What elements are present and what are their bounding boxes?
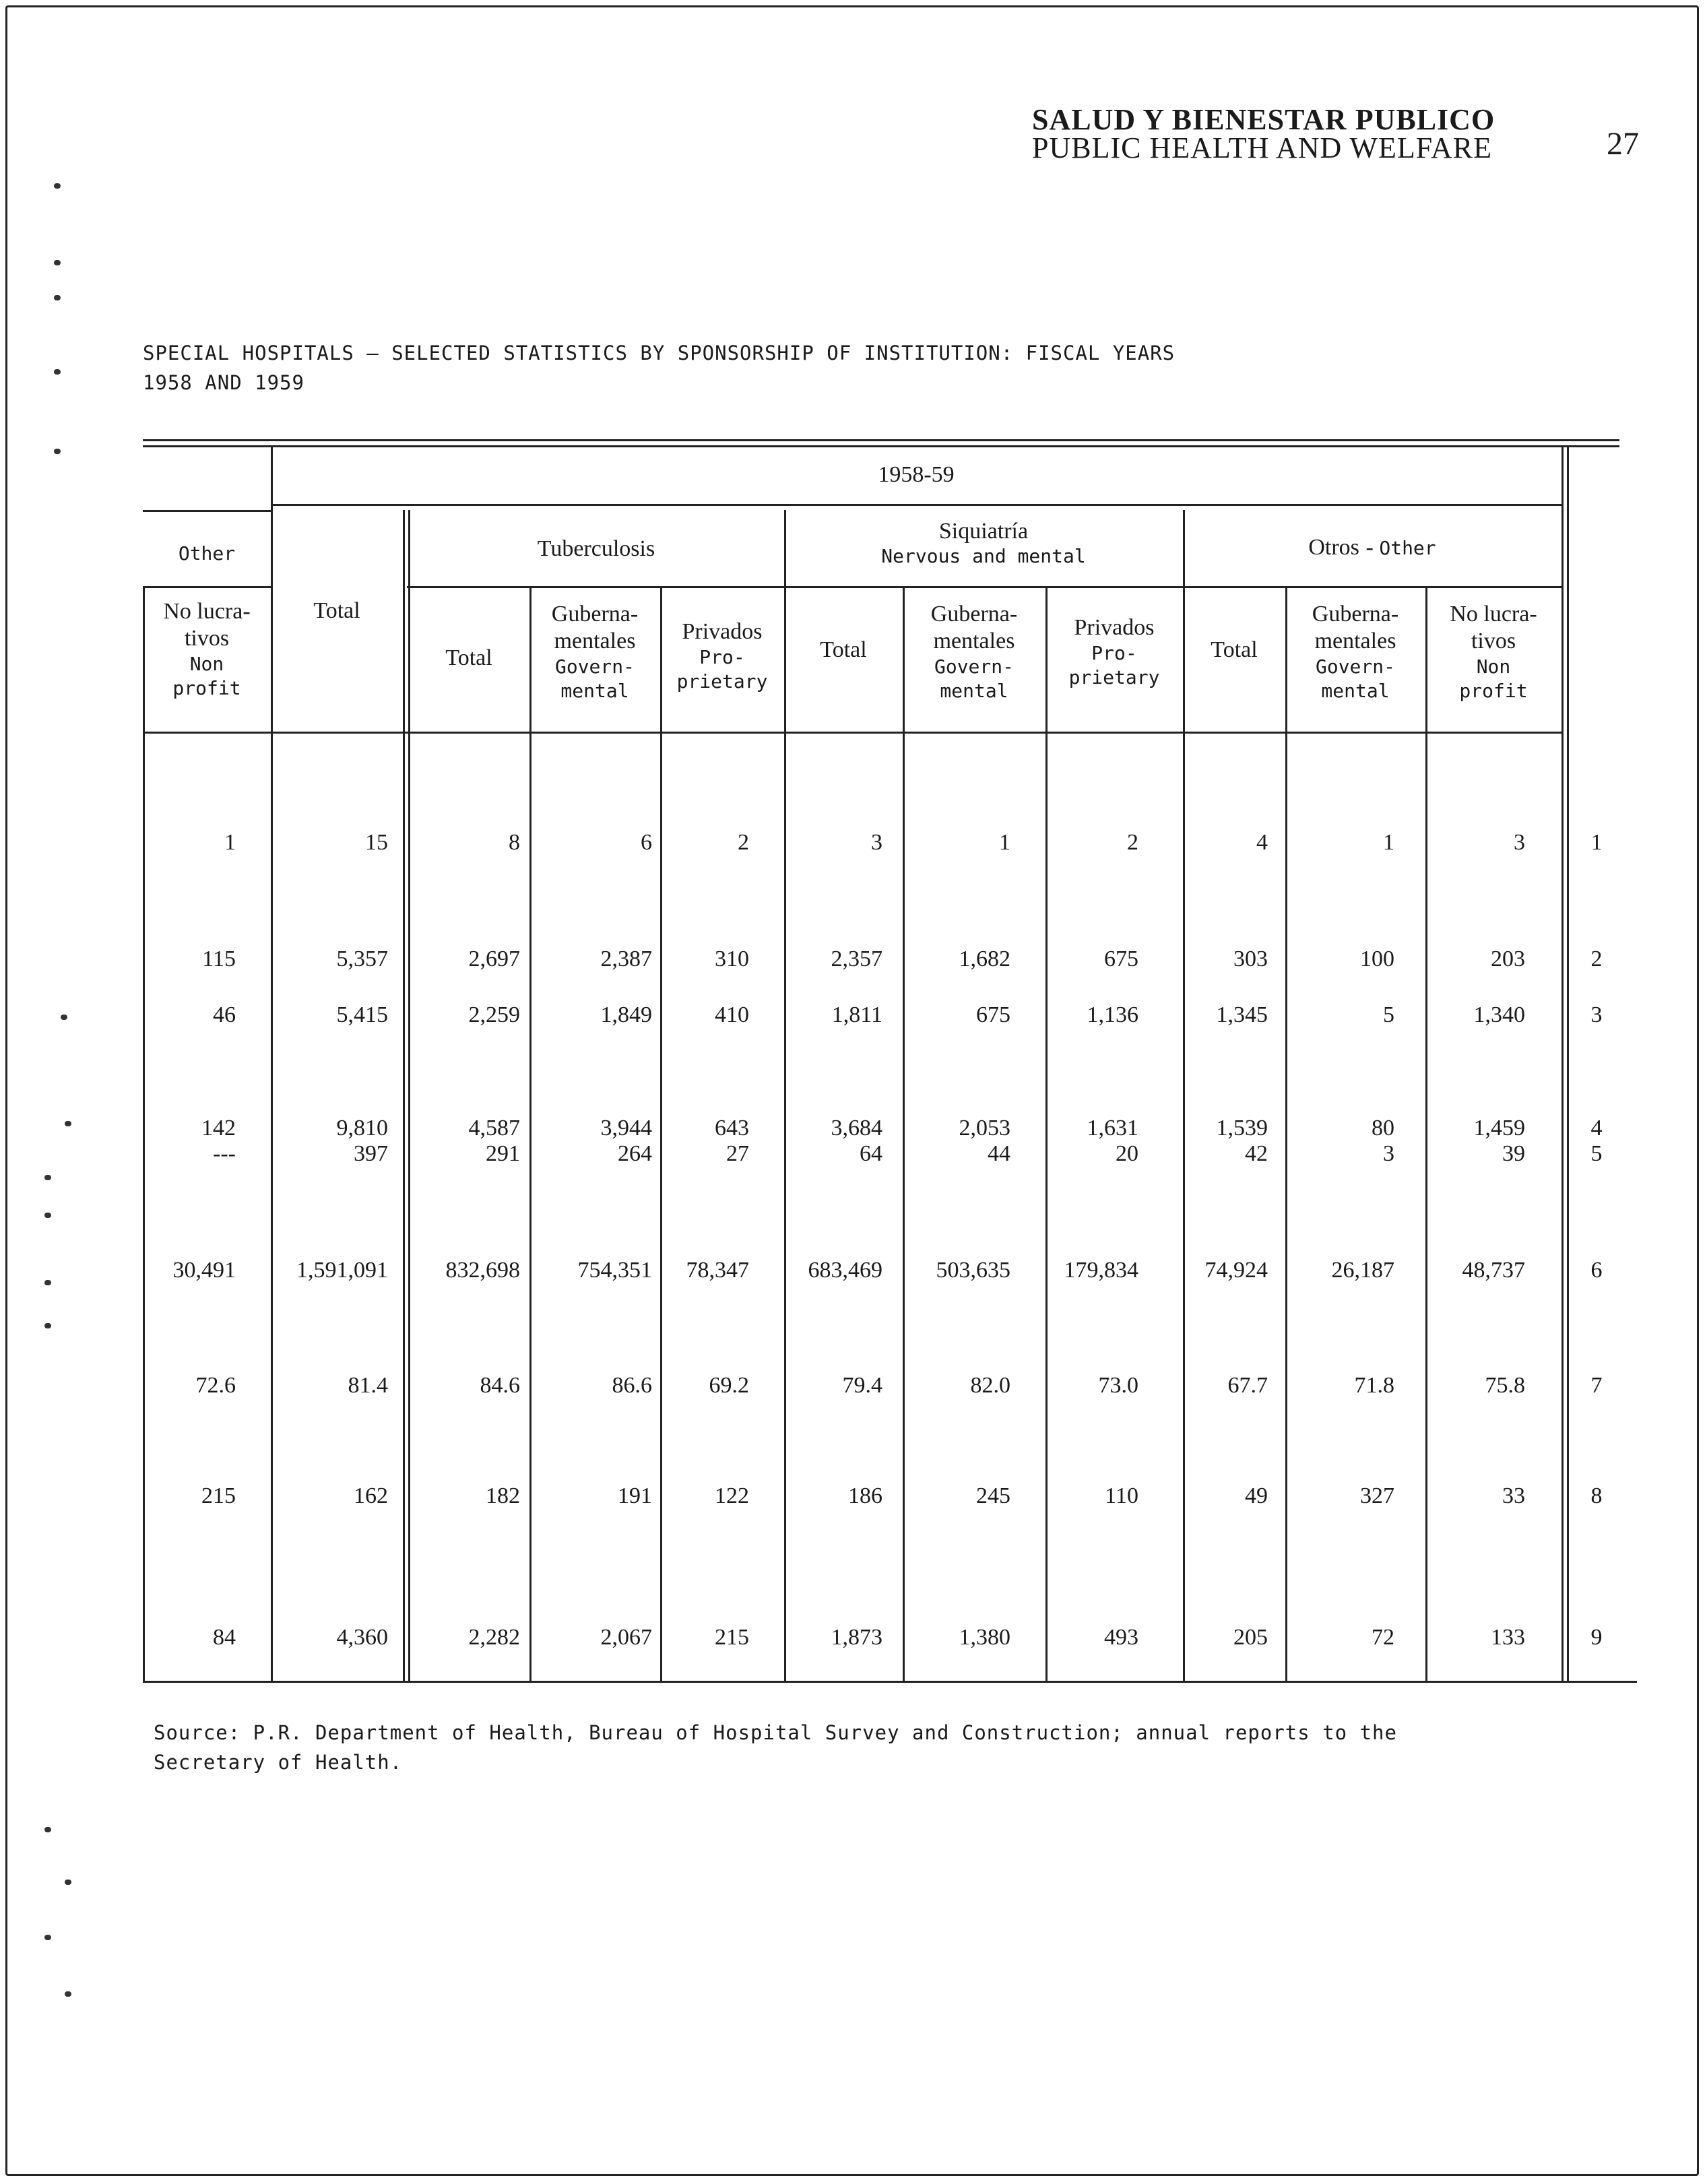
col-header-label: No lucra-: [163, 599, 251, 624]
header-title-en: PUBLIC HEALTH AND WELFARE: [1032, 131, 1492, 164]
row-number: 1: [1590, 830, 1603, 855]
table-cell: 80: [1372, 1116, 1394, 1141]
source-note: [154, 1718, 1397, 1777]
col-header-label: Non: [1476, 655, 1511, 678]
table-cell: 493: [1104, 1625, 1138, 1650]
table-cell: 1,340: [1473, 1002, 1525, 1027]
scan-speck: [44, 1213, 51, 1218]
row-number: 5: [1590, 1141, 1603, 1166]
header-title-es: SALUD Y BIENESTAR PUBLICO: [1032, 103, 1495, 136]
table-cell: 182: [486, 1483, 520, 1508]
col-line-1: [271, 445, 273, 1681]
col-line-0: [143, 586, 145, 1681]
table-cell: 832,698: [445, 1258, 520, 1283]
col-header-label: profit: [1459, 680, 1528, 702]
col-line-2a: [403, 510, 405, 1681]
table-cell: 15: [365, 830, 388, 855]
table-bottom-rule: [143, 1681, 1637, 1683]
scan-speck: [54, 369, 61, 375]
row-number: 3: [1590, 1002, 1603, 1027]
table-cell: 67.7: [1227, 1373, 1268, 1398]
group-otros: Otros - Other: [1308, 535, 1436, 560]
table-cell: 79.4: [842, 1373, 882, 1398]
col-header-tb-priv: [660, 618, 784, 694]
group-otros-es: Otros: [1308, 535, 1359, 560]
table-cell: 27: [726, 1141, 749, 1166]
col-header-label: profit: [172, 677, 241, 699]
col-header-ot-total: Total: [1211, 637, 1258, 662]
scan-speck: [44, 1280, 51, 1285]
col-line-3: [529, 586, 532, 1681]
table-cell: 74,924: [1204, 1258, 1268, 1283]
table-cell: 264: [618, 1141, 652, 1166]
scan-speck: [44, 1827, 51, 1832]
col-line-8: [1183, 510, 1185, 1681]
table-cell: 4,587: [468, 1116, 520, 1141]
table-cell: 42: [1245, 1141, 1268, 1166]
col-header-label: No lucra-: [1450, 602, 1537, 627]
table-cell: 2,387: [600, 946, 652, 971]
table-cell: 1,631: [1087, 1116, 1138, 1141]
table-cell: 2,259: [468, 1002, 520, 1027]
table-top-rule-2: [143, 445, 1619, 447]
period-label: 1958-59: [878, 462, 955, 487]
col-header-label: mentales: [1314, 629, 1396, 653]
table-cell: 5,357: [336, 946, 388, 971]
table-cell: 2: [738, 830, 749, 855]
table-title-line2: 1958 AND 1959: [143, 371, 304, 394]
table-cell: 142: [201, 1116, 236, 1141]
table-title-line1: SPECIAL HOSPITALS – SELECTED STATISTICS BY SPONSORSHIP OF INSTITUTION: FISCAL YEARS: [143, 342, 1175, 364]
col-header-label: Guberna-: [930, 602, 1018, 627]
col-header-label: Pro-: [699, 646, 745, 668]
table-cell: 5,415: [336, 1002, 388, 1027]
table-cell: 1,539: [1216, 1116, 1268, 1141]
table-cell: 1,459: [1473, 1116, 1525, 1141]
col-header-label: mentales: [933, 629, 1015, 653]
table-cell: 2,357: [831, 946, 882, 971]
table-cell: 410: [715, 1002, 749, 1027]
col-header-label: mentales: [554, 629, 636, 653]
left-group-rule: [143, 510, 271, 512]
group-siquiatria: [784, 519, 1183, 569]
col-header-label: Pro-: [1091, 642, 1137, 664]
table-cell: 5: [1383, 1002, 1394, 1027]
table-cell: 69.2: [709, 1373, 749, 1398]
table-cell: 1,591,091: [296, 1258, 388, 1283]
table-cell: 2,282: [468, 1625, 520, 1650]
table-cell: 133: [1491, 1625, 1525, 1650]
table-cell: 1,682: [959, 946, 1010, 971]
table-cell: 4: [1256, 830, 1268, 855]
col-header-label: prietary: [1068, 666, 1160, 688]
row-number: 9: [1590, 1625, 1603, 1650]
table-cell: 1: [999, 830, 1010, 855]
col-header-label: Govern-: [934, 655, 1014, 678]
table-cell: 2: [1127, 830, 1138, 855]
period-rule: [271, 504, 1563, 506]
col-line-9: [1285, 586, 1287, 1681]
scan-speck: [44, 1323, 51, 1328]
table-cell: 186: [848, 1483, 882, 1508]
scan-speck: [54, 295, 61, 300]
table-cell: 33: [1502, 1483, 1525, 1508]
scan-speck: [54, 260, 61, 265]
table-cell: 179,834: [1064, 1258, 1138, 1283]
col-header-label: Guberna-: [1312, 602, 1399, 627]
col-header-label: tivos: [1471, 629, 1516, 653]
col-header-ot-gub: [1285, 601, 1425, 703]
table-cell: 3: [1383, 1141, 1394, 1166]
group-other-left: Other: [178, 542, 236, 565]
page-number: 27: [1607, 126, 1639, 162]
table-cell: 81.4: [348, 1373, 388, 1398]
table-cell: 82.0: [970, 1373, 1010, 1398]
col-line-7: [1045, 586, 1048, 1681]
table-cell: 30,491: [172, 1258, 236, 1283]
table-top-rule: [143, 439, 1619, 441]
table-cell: 215: [715, 1625, 749, 1650]
table-cell: 1: [1383, 830, 1394, 855]
col-header-label: mental: [940, 680, 1008, 702]
table-cell: 675: [976, 1002, 1010, 1027]
row-number: 8: [1590, 1483, 1603, 1508]
table-cell: 73.0: [1098, 1373, 1138, 1398]
col-header-tb-total: Total: [445, 645, 492, 670]
table-cell: 78,347: [686, 1258, 749, 1283]
table-cell: 3,684: [831, 1116, 882, 1141]
table-title: [143, 338, 1175, 397]
col-header-label: Non: [189, 653, 224, 675]
row-number: 6: [1590, 1258, 1603, 1283]
col-header-label: mental: [1321, 680, 1390, 702]
col-header-label: Guberna-: [551, 602, 639, 627]
table-cell: 205: [1233, 1625, 1268, 1650]
table-cell: 71.8: [1354, 1373, 1394, 1398]
col-header-label: prietary: [676, 670, 768, 693]
scan-speck: [44, 1175, 51, 1180]
col-line-4: [660, 586, 662, 1681]
source-line1: Source: P.R. Department of Health, Bureau of Hospital Survey and Construction; annual reports to the: [154, 1721, 1397, 1744]
table-cell: 1: [224, 830, 236, 855]
table-cell: 675: [1104, 946, 1138, 971]
source-line2: Secretary of Health.: [154, 1751, 403, 1774]
table-cell: 2,067: [600, 1625, 652, 1650]
scan-speck: [44, 1935, 51, 1940]
table-cell: 1,811: [831, 1002, 882, 1027]
table-cell: 1,873: [831, 1625, 882, 1650]
table-cell: ---: [213, 1141, 236, 1166]
table-cell: 48,737: [1462, 1258, 1525, 1283]
row-number: 7: [1590, 1373, 1603, 1398]
table-cell: 162: [354, 1483, 388, 1508]
table-cell: 245: [976, 1483, 1010, 1508]
col-header-sq-priv: [1045, 614, 1183, 690]
table-cell: 122: [715, 1483, 749, 1508]
scan-speck: [54, 183, 61, 189]
table-cell: 8: [509, 830, 520, 855]
subheader-rule: [407, 586, 1563, 588]
scan-speck: [65, 1121, 71, 1126]
header-bottom-rule: [143, 732, 1563, 734]
table-cell: 115: [202, 946, 236, 971]
col-line-10: [1425, 586, 1427, 1681]
table-cell: 203: [1491, 946, 1525, 971]
table-cell: 44: [988, 1141, 1010, 1166]
scan-speck: [65, 1880, 71, 1885]
table-cell: 191: [618, 1483, 652, 1508]
col-header-label: tivos: [184, 626, 230, 651]
table-cell: 291: [486, 1141, 520, 1166]
table-cell: 3: [1514, 830, 1525, 855]
col-header-label: Privados: [682, 619, 763, 644]
table-cell: 84: [213, 1625, 236, 1650]
row-number: 2: [1590, 946, 1603, 971]
col-line-12: [1567, 445, 1569, 1681]
col-header-label: Govern-: [1315, 655, 1395, 678]
table-cell: 397: [354, 1141, 388, 1166]
table-cell: 1,849: [600, 1002, 652, 1027]
table-cell: 3: [871, 830, 882, 855]
table-cell: 2,053: [959, 1116, 1010, 1141]
table-cell: 49: [1245, 1483, 1268, 1508]
col-line-6: [903, 586, 905, 1681]
scan-speck: [65, 1991, 71, 1997]
group-siquiatria-es: Siquiatría: [938, 519, 1029, 544]
table-cell: 1,136: [1087, 1002, 1138, 1027]
col-header-label: Govern-: [554, 655, 635, 678]
table-cell: 75.8: [1485, 1373, 1525, 1398]
table-cell: 643: [715, 1116, 749, 1141]
table-cell: 84.6: [480, 1373, 520, 1398]
table-cell: 6: [641, 830, 652, 855]
table-cell: 20: [1116, 1141, 1138, 1166]
group-otros-en: Other: [1379, 537, 1436, 559]
table-cell: 1,345: [1216, 1002, 1268, 1027]
left-sub-rule: [143, 586, 271, 588]
table-cell: 72: [1372, 1625, 1394, 1650]
table-cell: 46: [213, 1002, 236, 1027]
group-siquiatria-en: Nervous and mental: [881, 545, 1086, 567]
table-cell: 86.6: [612, 1373, 652, 1398]
col-line-5: [784, 510, 786, 1681]
table-cell: 215: [201, 1483, 236, 1508]
table-cell: 9,810: [336, 1116, 388, 1141]
table-cell: 683,469: [808, 1258, 882, 1283]
table-cell: 310: [715, 946, 749, 971]
table-cell: 110: [1105, 1483, 1138, 1508]
col-header-total-main: Total: [313, 598, 360, 623]
table-cell: 26,187: [1331, 1258, 1394, 1283]
row-number: 4: [1590, 1116, 1603, 1141]
col-header-sq-gub: [903, 601, 1045, 703]
table-cell: 327: [1360, 1483, 1394, 1508]
col-header-label: mental: [560, 680, 629, 702]
table-cell: 303: [1233, 946, 1268, 971]
col-line-2b: [408, 510, 410, 1681]
group-tuberculosis: Tuberculosis: [537, 536, 655, 561]
table-cell: 39: [1502, 1141, 1525, 1166]
table-cell: 503,635: [936, 1258, 1010, 1283]
table-cell: 1,380: [959, 1625, 1010, 1650]
table-cell: 72.6: [195, 1373, 236, 1398]
col-line-11: [1561, 445, 1564, 1681]
table-cell: 2,697: [468, 946, 520, 971]
page-border: [5, 5, 1699, 2176]
col-header-ot-nolucr: [1425, 601, 1561, 703]
col-header-no-lucrativos-left: [143, 598, 271, 701]
col-header-label: Privados: [1074, 615, 1155, 640]
col-header-sq-total: Total: [820, 637, 867, 662]
scan-speck: [54, 449, 61, 454]
scan-speck: [61, 1015, 67, 1020]
table-cell: 64: [860, 1141, 882, 1166]
table-cell: 3,944: [600, 1116, 652, 1141]
table-cell: 4,360: [336, 1625, 388, 1650]
table-cell: 754,351: [577, 1258, 652, 1283]
col-header-tb-gub: [529, 601, 660, 703]
table-cell: 100: [1360, 946, 1394, 971]
